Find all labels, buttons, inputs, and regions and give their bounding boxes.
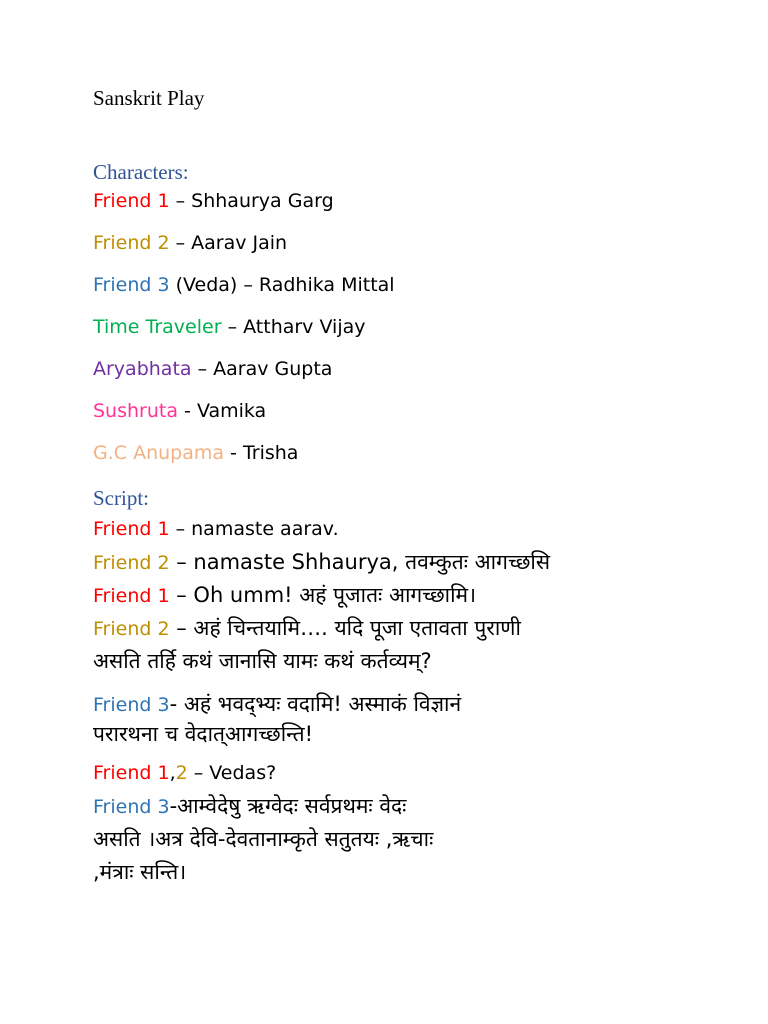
dialogue-text: – Oh umm! अहं पूजातः आगच्छामि। xyxy=(169,583,477,607)
script-line xyxy=(93,548,550,576)
actor-name: Trisha xyxy=(242,442,299,464)
speaker-label: Friend 1 xyxy=(93,762,170,784)
actor-name: Shhaurya Garg xyxy=(191,190,334,212)
role-label: Time Traveler xyxy=(93,316,222,338)
role-label: G.C Anupama xyxy=(93,442,225,464)
role-label: Aryabhata xyxy=(93,358,192,380)
character-friend-1 xyxy=(93,190,334,212)
separator: – xyxy=(221,316,244,338)
script-line xyxy=(93,762,276,784)
dialogue-text: – अहं चिन्तयामि…. यदि पूजा एतावता पुराणी xyxy=(169,616,521,640)
characters-heading: Characters: xyxy=(93,160,189,184)
script-line xyxy=(93,792,406,820)
script-line xyxy=(93,581,476,609)
document-title: Sanskrit Play xyxy=(93,86,205,110)
actor-name: Radhika Mittal xyxy=(258,274,395,296)
actor-name: Attharv Vijay xyxy=(243,316,366,338)
speaker-label: Friend 3 xyxy=(93,694,170,716)
dialogue-text: – Vedas? xyxy=(187,762,277,784)
role-label: Friend 2 xyxy=(93,232,170,254)
speaker-label: Friend 1 xyxy=(93,585,170,607)
separator: - xyxy=(224,442,243,464)
character-anupama xyxy=(93,442,298,464)
script-line-continuation: परारथना च वेदात्आगच्छन्ति! xyxy=(93,722,314,746)
role-label: Sushruta xyxy=(93,400,178,422)
actor-name: Aarav Gupta xyxy=(213,358,333,380)
speaker-label: Friend 1 xyxy=(93,518,170,540)
character-time-traveler xyxy=(93,316,366,338)
separator: – xyxy=(169,232,192,254)
role-label: Friend 3 xyxy=(93,274,170,296)
separator: - xyxy=(178,400,197,422)
script-heading: Script: xyxy=(93,486,149,510)
actor-name: Aarav Jain xyxy=(191,232,288,254)
script-line xyxy=(93,614,521,642)
actor-name: Vamika xyxy=(196,400,267,422)
character-sushruta xyxy=(93,400,266,422)
character-friend-3 xyxy=(93,274,395,296)
role-label: Friend 1 xyxy=(93,190,170,212)
speaker-label: Friend 2 xyxy=(93,552,170,574)
comma: , xyxy=(169,762,176,784)
dialogue-text: – namaste Shhaurya, तवम्कुतः आगच्छसि xyxy=(169,550,551,574)
separator: – xyxy=(169,190,192,212)
character-friend-2 xyxy=(93,232,287,254)
speaker-label: Friend 3 xyxy=(93,796,170,818)
dialogue-text: – namaste aarav. xyxy=(169,518,339,540)
speaker-label: 2 xyxy=(175,762,188,784)
speaker-label: Friend 2 xyxy=(93,618,170,640)
character-aryabhata xyxy=(93,358,332,380)
script-line-continuation: असति ।अत्र देवि-देवतानाम्कृते सतुतयः ,ऋचाः xyxy=(93,827,434,851)
script-line-continuation: ,मंत्राः सन्ति। xyxy=(93,860,187,884)
script-line-continuation: असति तर्हि कथं जानासि यामः कथं कर्तव्यम्? xyxy=(93,649,432,673)
separator: – xyxy=(191,358,214,380)
script-line xyxy=(93,518,339,540)
separator: (Veda) – xyxy=(169,274,259,296)
script-line xyxy=(93,690,461,718)
dialogue-text: -आम्वेदेषु ऋग्वेदः सर्वप्रथमः वेदः xyxy=(169,794,407,818)
dialogue-text: - अहं भवद्भ्यः वदामि! अस्माकं विज्ञानं xyxy=(169,692,462,716)
